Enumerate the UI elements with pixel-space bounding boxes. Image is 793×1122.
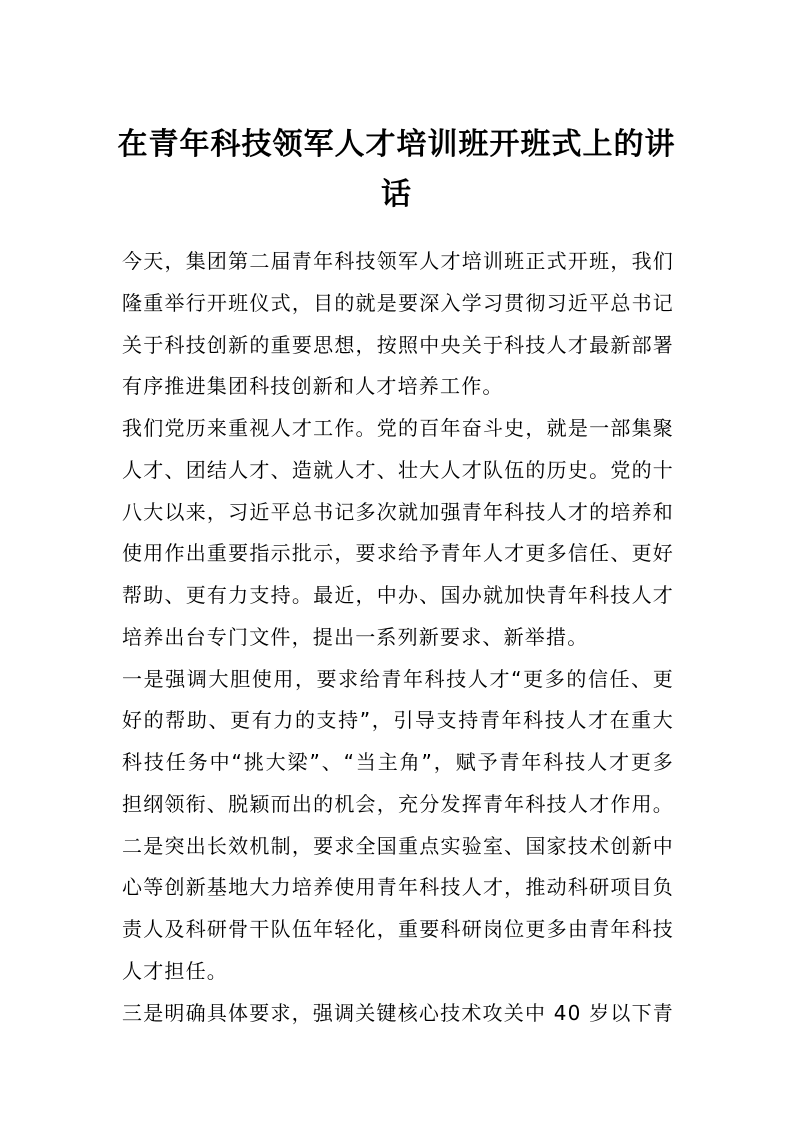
body-text-line: 我们党历来重视人才工作。党的百年奋斗史，就是一部集聚 [122, 416, 674, 440]
body-text-line: 有序推进集团科技创新和人才培养工作。 [122, 374, 504, 399]
body-text-line: 二是突出长效机制，要求全国重点实验室、国家技术创新中 [122, 833, 674, 858]
body-text-line: 隆重举行开班仪式，目的就是要深入学习贯彻习近平总书记 [122, 290, 674, 315]
body-text-line: 人才担任。 [122, 958, 228, 983]
body-text-line: 担纲领衔、脱颖而出的机会，充分发挥青年科技人才作用。 [122, 791, 674, 816]
body-text-line: 三是明确具体要求，强调关键核心技术攻关中 40 岁以下青 [122, 1000, 674, 1025]
body-text-line: 八大以来，习近平总书记多次就加强青年科技人才的培养和 [122, 499, 674, 524]
body-text-line: 关于科技创新的重要思想，按照中央关于科技人才最新部署 [122, 332, 674, 357]
body-text-line: 人才、团结人才、造就人才、壮大人才队伍的历史。党的十 [122, 457, 674, 482]
body-text-line: 责人及科研骨干队伍年轻化，重要科研岗位更多由青年科技 [122, 917, 674, 941]
body-text-line: 科技任务中“挑大梁”、“当主角”，赋予青年科技人才更多 [122, 750, 674, 774]
body-text-line: 今天，集团第二届青年科技领军人才培训班正式开班，我们 [122, 249, 674, 273]
body-text-line: 帮助、更有力支持。最近，中办、国办就加快青年科技人才 [122, 583, 674, 607]
body-text-line: 培养出台专门文件，提出一系列新要求、新举措。 [122, 624, 589, 649]
document-title-line-1: 在青年科技领军人才培训班开班式上的讲 [117, 127, 676, 162]
body-text-line: 使用作出重要指示批示，要求给予青年人才更多信任、更好 [122, 541, 674, 566]
body-text-line: 好的帮助、更有力的支持”，引导支持青年科技人才在重大 [122, 708, 674, 733]
body-text-line: 一是强调大胆使用，要求给青年科技人才“更多的信任、更 [122, 666, 674, 691]
body-text-line: 心等创新基地大力培养使用青年科技人才，推动科研项目负 [122, 875, 674, 900]
document-title-line-2: 话 [381, 177, 412, 212]
document-body [122, 241, 674, 1034]
